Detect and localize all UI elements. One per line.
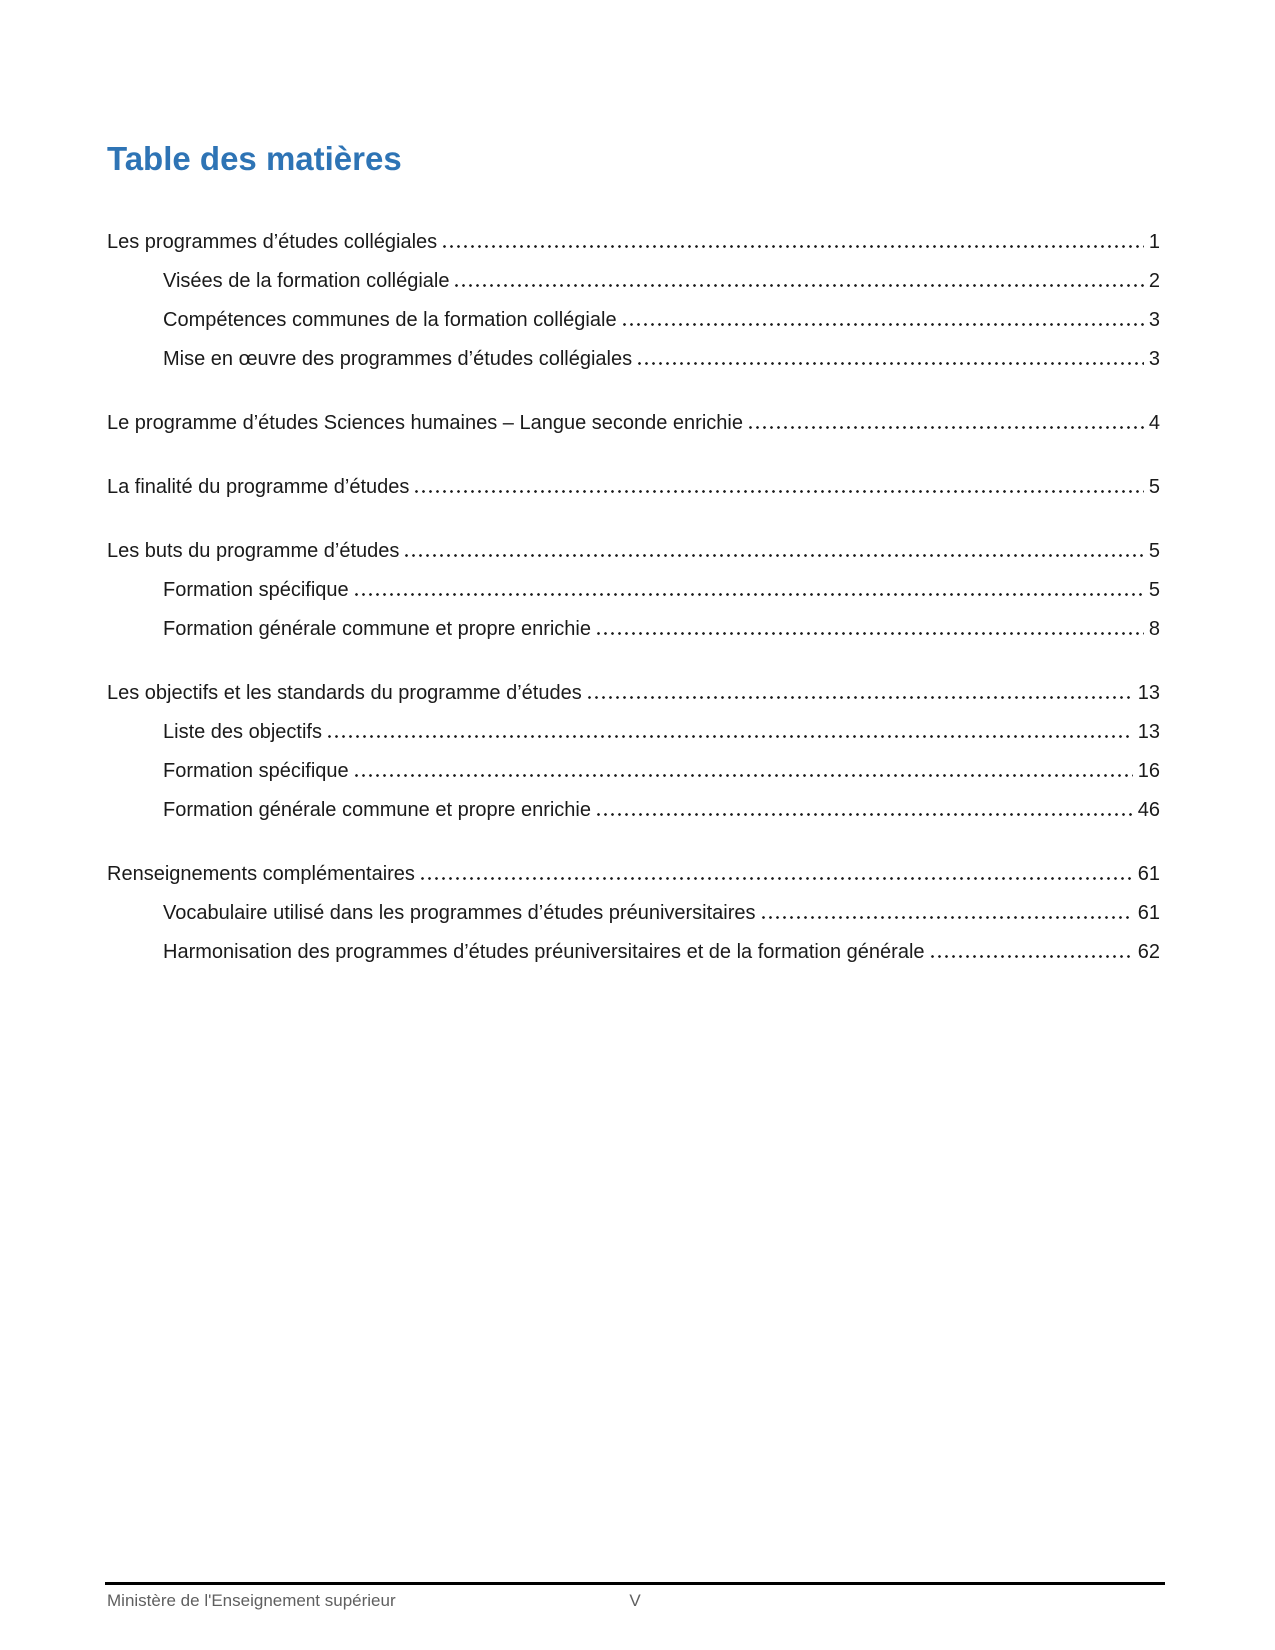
toc-entry-page: 13 [1137,721,1160,743]
toc-entry[interactable] [107,223,1160,262]
toc-entry-label: Le programme d’études Sciences humaines – Langue seconde enrichie [107,412,743,434]
toc-entry[interactable] [107,571,1160,610]
dot-leader [453,262,1143,301]
toc-entry-page: 4 [1148,412,1160,434]
dot-leader [413,468,1143,507]
page-title: Table des matières [107,140,402,177]
toc-entry-page: 2 [1148,270,1160,292]
toc-entry-page: 5 [1148,476,1160,498]
toc-entry-page: 8 [1148,618,1160,640]
toc-entry-label: Renseignements complémentaires [107,863,415,885]
dot-leader [929,933,1133,972]
toc-entry[interactable] [107,752,1160,791]
toc-entry[interactable] [107,713,1160,752]
dot-leader [441,223,1144,262]
dot-leader [353,571,1144,610]
toc-entry-page: 61 [1137,902,1160,924]
page-content [107,140,1160,972]
dot-leader [760,894,1133,933]
toc-entry-label: Liste des objectifs [163,721,322,743]
toc-entry-label: Formation générale commune et propre enrichie [163,618,591,640]
toc-entry-page: 1 [1148,231,1160,253]
toc-entry-page: 5 [1148,540,1160,562]
toc-entry[interactable] [107,340,1160,379]
toc-entry-label: Les objectifs et les standards du programme d’études [107,682,582,704]
dot-leader [621,301,1144,340]
dot-leader [586,674,1133,713]
toc-entry-page: 62 [1137,941,1160,963]
toc-entry[interactable] [107,791,1160,830]
dot-leader [747,404,1144,443]
toc-entry-label: Visées de la formation collégiale [163,270,450,292]
toc-entry[interactable] [107,468,1160,507]
toc-entry[interactable] [107,610,1160,649]
toc-entry-page: 46 [1137,799,1160,821]
toc-entry-page: 13 [1137,682,1160,704]
dot-leader [419,855,1133,894]
dot-leader [326,713,1133,752]
toc-entry[interactable] [107,894,1160,933]
toc-entry[interactable] [107,855,1160,894]
toc-entry-label: Formation spécifique [163,760,349,782]
toc-entry-label: Harmonisation des programmes d’études préuniversitaires et de la formation générale [163,941,925,963]
toc-entry-page: 3 [1148,348,1160,370]
toc-entry[interactable] [107,262,1160,301]
toc-entry[interactable] [107,404,1160,443]
dot-leader [353,752,1133,791]
footer-page-number: V [629,1591,641,1610]
dot-leader [403,532,1143,571]
table-of-contents [107,198,1160,972]
dot-leader [595,791,1133,830]
dot-leader [595,610,1144,649]
toc-entry[interactable] [107,674,1160,713]
toc-entry-label: Les buts du programme d’études [107,540,400,562]
footer-rule [105,1582,1165,1585]
toc-entry[interactable] [107,532,1160,571]
toc-entry-page: 61 [1137,863,1160,885]
toc-entry-label: Les programmes d’études collégiales [107,231,438,253]
toc-entry-label: Compétences communes de la formation collégiale [163,309,617,331]
toc-entry-label: La finalité du programme d’études [107,476,410,498]
toc-entry-page: 3 [1148,309,1160,331]
toc-entry[interactable] [107,933,1160,972]
toc-entry-page: 5 [1148,579,1160,601]
toc-entry[interactable] [107,301,1160,340]
dot-leader [636,340,1144,379]
toc-entry-label: Formation générale commune et propre enrichie [163,799,591,821]
toc-entry-page: 16 [1137,760,1160,782]
toc-entry-label: Mise en œuvre des programmes d’études collégiales [163,348,633,370]
toc-entry-label: Vocabulaire utilisé dans les programmes d’études préuniversitaires [163,902,756,924]
footer-ministry: Ministère de l'Enseignement supérieur [107,1591,396,1610]
toc-entry-label: Formation spécifique [163,579,349,601]
